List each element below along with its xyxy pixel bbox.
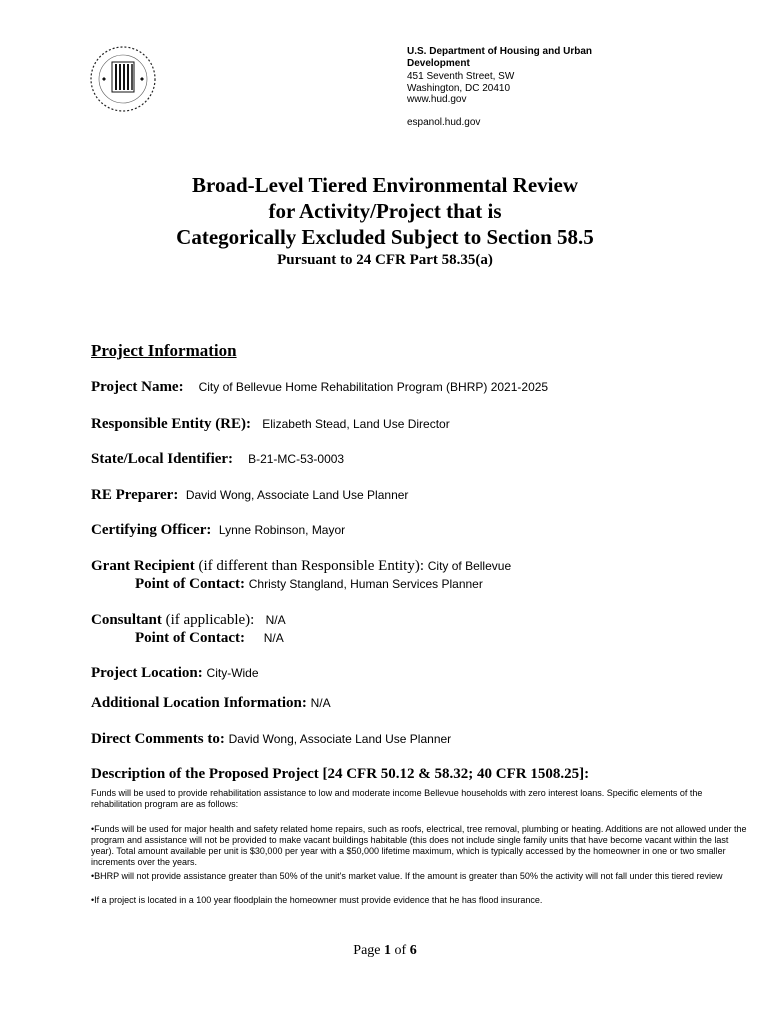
- certifying-officer-label: Certifying Officer:: [91, 522, 212, 538]
- project-name-row: [91, 379, 548, 396]
- description-bullet-1: •Funds will be used for major health and safety related home repairs, such as roofs, electrical, tree removal, plumbing or heating. Additions are not allowed under the program and assistance will not be provided to make vacant buildings habitable (this does not include single family units that have become vacant within the last year). Total amount available per unit is $30,000 per year with a $50,000 lifetime maximum, which is typically accessed by the homeowner in one or two smaller increments over the years.: [91, 824, 747, 867]
- project-location-value: City-Wide: [206, 666, 259, 680]
- consultant-qualifier: (if applicable):: [161, 612, 255, 628]
- page-number-footer: [0, 943, 770, 959]
- city-address: Washington, DC 20410: [407, 82, 511, 94]
- consultant-point-of-contact-row: [135, 630, 284, 647]
- of-word: of: [391, 943, 410, 958]
- consultant-point-of-contact-label: Point of Contact:: [135, 630, 245, 646]
- consultant-point-of-contact-value: N/A: [263, 631, 284, 645]
- responsible-entity-label: Responsible Entity (RE):: [91, 416, 252, 432]
- state-local-identifier-label: State/Local Identifier:: [91, 451, 234, 467]
- re-preparer-row: [91, 487, 408, 504]
- description-bullet-3: •If a project is located in a 100 year floodplain the homeowner must provide evidence that he has flood insurance.: [91, 895, 543, 905]
- direct-comments-row: [91, 731, 451, 748]
- page-number: 1: [384, 943, 392, 958]
- project-location-row: [91, 665, 259, 682]
- description-heading: Description of the Proposed Project [24 CFR 50.12 & 58.32; 40 CFR 1508.25]:: [91, 766, 590, 782]
- grant-recipient-qualifier: (if different than Responsible Entity):: [194, 558, 424, 574]
- hud-address-block: [407, 46, 607, 128]
- spanish-website-link[interactable]: espanol.hud.gov: [407, 116, 481, 128]
- page-word: Page: [353, 943, 385, 958]
- state-local-identifier-row: [91, 451, 344, 468]
- certifying-officer-value: Lynne Robinson, Mayor: [218, 523, 346, 537]
- street-address: 451 Seventh Street, SW: [407, 71, 515, 82]
- certifying-officer-row: [91, 522, 345, 539]
- re-preparer-value: David Wong, Associate Land Use Planner: [185, 488, 409, 502]
- document-title-block: [0, 172, 770, 269]
- consultant-row: [91, 612, 286, 629]
- title-line-1: Broad-Level Tiered Environmental Review: [192, 173, 578, 197]
- hud-seal-logo: [88, 44, 158, 114]
- re-preparer-label: RE Preparer:: [91, 487, 179, 503]
- direct-comments-label: Direct Comments to:: [91, 731, 225, 747]
- title-line-3: Categorically Excluded Subject to Section 58.5: [176, 225, 594, 249]
- project-location-label: Project Location:: [91, 665, 203, 681]
- grant-recipient-value: City of Bellevue: [427, 559, 512, 573]
- grant-point-of-contact-value: Christy Stangland, Human Services Planner: [248, 577, 483, 591]
- additional-location-value: N/A: [310, 696, 331, 710]
- description-bullet-2: •BHRP will not provide assistance greater than 50% of the unit's market value. If the amount is greater than 50% the activity will not fall under this tiered review: [91, 871, 723, 881]
- grant-recipient-row: [91, 558, 511, 575]
- additional-location-row: [91, 695, 331, 712]
- description-intro: Funds will be used to provide rehabilitation assistance to low and moderate income Bellevue households with zero interest loans. Specific elements of the rehabilitation program are as follows:: [91, 788, 703, 809]
- project-name-value: City of Bellevue Home Rehabilitation Program (BHRP) 2021-2025: [198, 380, 549, 394]
- grant-recipient-label: Grant Recipient: [91, 558, 195, 574]
- website-link[interactable]: www.hud.gov: [407, 94, 467, 105]
- page-total: 6: [409, 943, 417, 958]
- consultant-label: Consultant: [91, 612, 162, 628]
- grant-point-of-contact-label: Point of Contact:: [135, 576, 245, 592]
- additional-location-label: Additional Location Information:: [91, 695, 307, 711]
- section-heading-project-information: Project Information: [91, 341, 237, 360]
- title-subtitle: Pursuant to 24 CFR Part 58.35(a): [277, 252, 493, 268]
- responsible-entity-row: [91, 416, 450, 433]
- state-local-identifier-value: B-21-MC-53-0003: [248, 452, 345, 466]
- org-name-line1: U.S. Department of Housing and Urban: [407, 46, 593, 57]
- consultant-value: N/A: [265, 613, 286, 627]
- title-line-2: for Activity/Project that is: [268, 199, 502, 223]
- project-name-label: Project Name:: [91, 379, 184, 395]
- responsible-entity-value: Elizabeth Stead, Land Use Director: [262, 417, 450, 431]
- direct-comments-value: David Wong, Associate Land Use Planner: [228, 732, 452, 746]
- grant-point-of-contact-row: [135, 576, 483, 593]
- org-name-line2: Development: [407, 57, 470, 69]
